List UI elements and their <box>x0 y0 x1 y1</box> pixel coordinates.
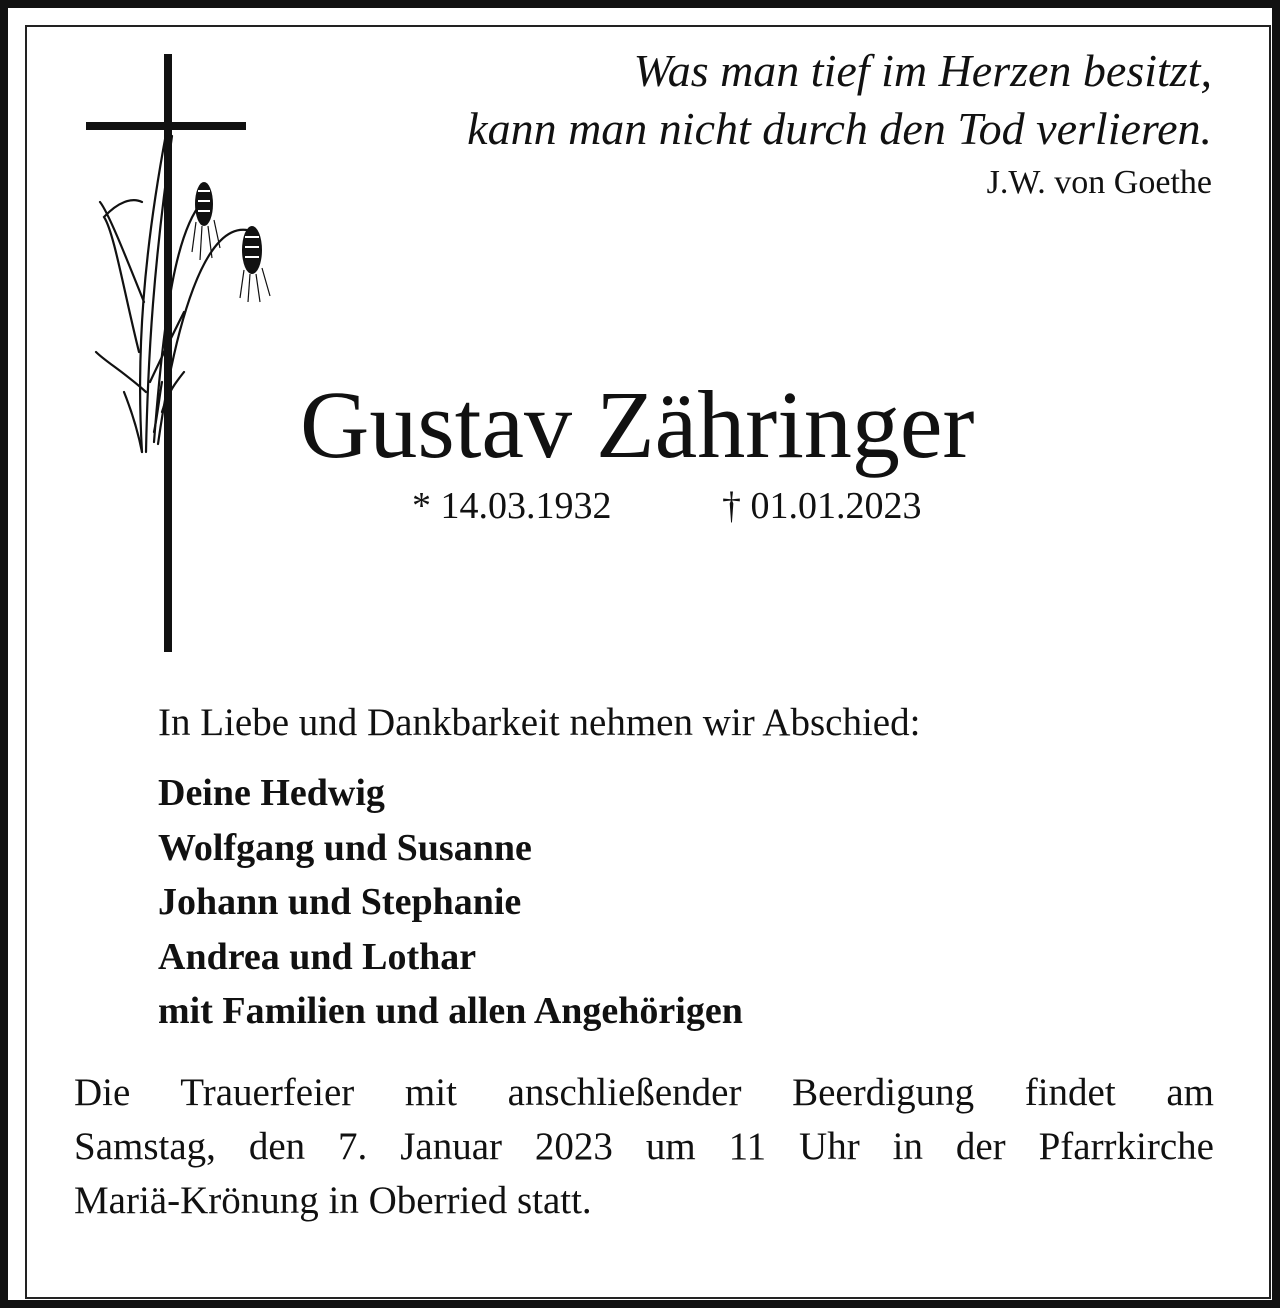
death-date: † 01.01.2023 <box>722 485 922 527</box>
service-line-2: Samstag, den 7. Januar 2023 um 11 Uhr in der Pfarrkirche <box>74 1125 1214 1168</box>
mourner-line: Johann und Stephanie <box>158 881 522 923</box>
cross-with-wheat-icon <box>84 52 284 656</box>
service-announcement <box>74 1066 1214 1228</box>
quote-line-2: kann man nicht durch den Tod verlieren. <box>467 103 1212 154</box>
quote-line-1: Was man tief im Herzen besitzt, <box>633 45 1212 96</box>
birth-date: * 14.03.1932 <box>412 485 612 527</box>
mourner-line: Wolfgang und Susanne <box>158 826 532 869</box>
service-line-1: Die Trauerfeier mit anschließender Beerdigung findet am <box>74 1071 1214 1114</box>
farewell-text: In Liebe und Dankbarkeit nehmen wir Abschied: <box>158 701 921 744</box>
mourners-list <box>158 766 743 1039</box>
service-line-3: Mariä-Krönung in Oberried statt. <box>74 1179 592 1222</box>
mourner-line: mit Familien und allen Angehörigen <box>158 990 743 1032</box>
quote-author: J.W. von Goethe <box>986 164 1212 201</box>
quote <box>467 42 1212 158</box>
mourner-line: Deine Hedwig <box>158 772 385 814</box>
deceased-name: Gustav Zähringer <box>300 371 975 478</box>
mourner-line: Andrea und Lothar <box>158 935 477 978</box>
